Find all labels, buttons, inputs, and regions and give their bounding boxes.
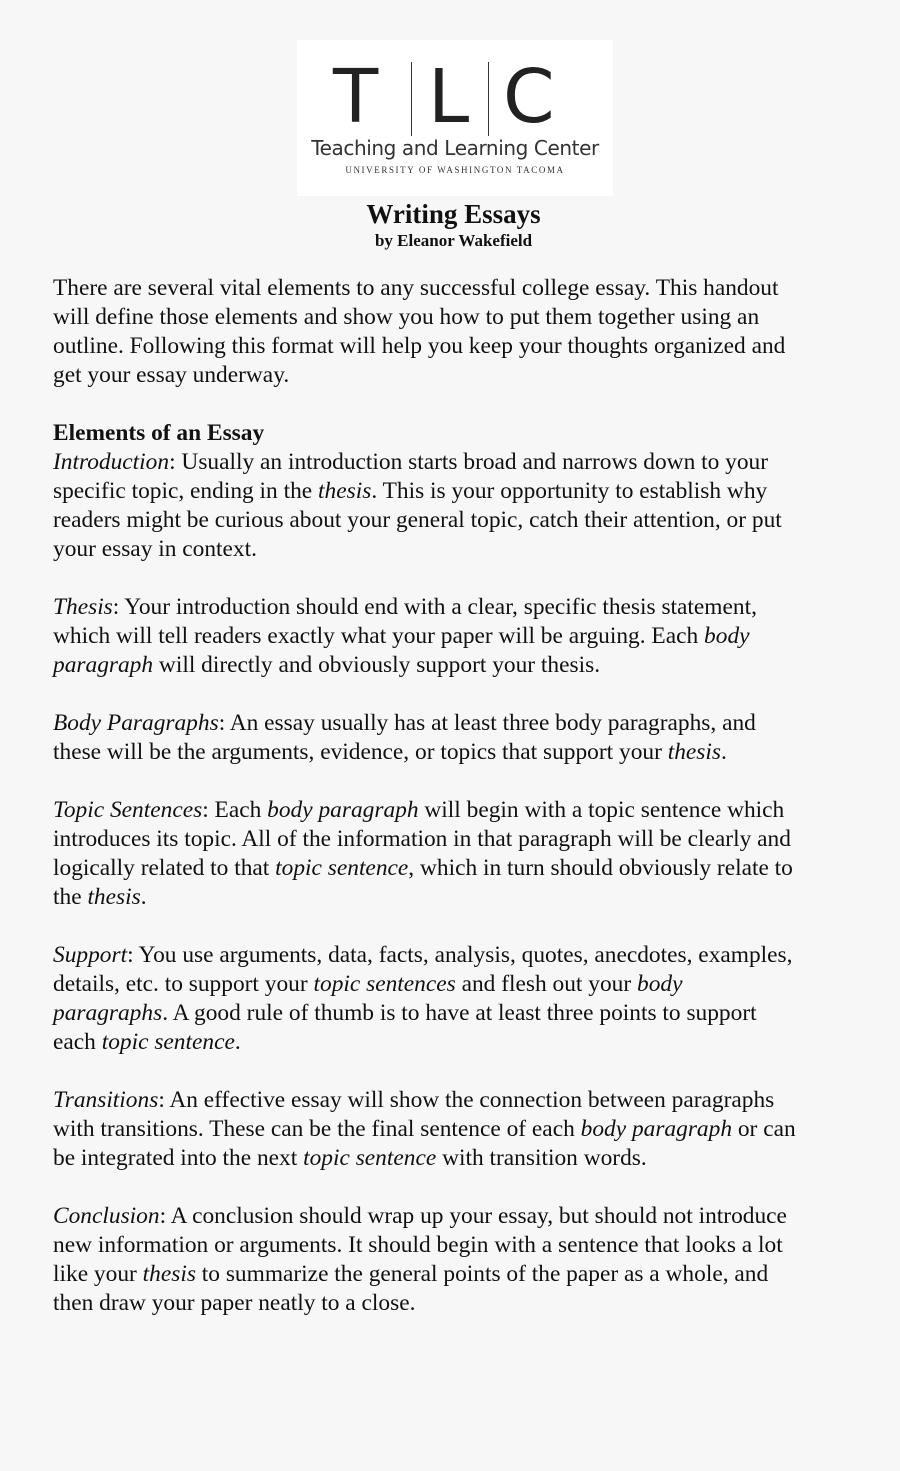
- text-line: get your essay underway.: [53, 362, 290, 388]
- text-line: these will be the arguments, evidence, or topics that support your thesis.: [53, 739, 727, 765]
- text-line: each topic sentence.: [53, 1029, 241, 1055]
- logo-divider: [411, 62, 412, 136]
- text-line: will define those elements and show you how to put them together using an: [53, 304, 760, 330]
- text-line: paragraphs. A good rule of thumb is to have at least three points to support: [53, 1000, 757, 1026]
- term: Topic Sentences: [53, 797, 203, 823]
- element-support: [53, 941, 863, 1057]
- text-line: outline. Following this format will help you keep your thoughts organized and: [53, 333, 786, 359]
- text-line: Thesis: Your introduction should end with a clear, specific thesis statement,: [53, 594, 757, 620]
- text-line: Transitions: An effective essay will show the connection between paragraphs: [53, 1087, 775, 1113]
- element-introduction: [53, 419, 863, 564]
- text-line: with transitions. These can be the final sentence of each body paragraph or can: [53, 1116, 796, 1142]
- text-line: new information or arguments. It should begin with a sentence that looks a lot: [53, 1232, 783, 1258]
- term: Support: [53, 942, 128, 968]
- term: Body Paragraphs: [53, 710, 219, 736]
- text-line: Introduction: Usually an introduction starts broad and narrows down to your: [53, 449, 769, 475]
- text-line: logically related to that topic sentence, which in turn should obviously relate to: [53, 855, 793, 881]
- intro-paragraph: [53, 274, 863, 390]
- logo-letters: [297, 54, 613, 140]
- text-line: Conclusion: A conclusion should wrap up your essay, but should not introduce: [53, 1203, 787, 1229]
- text-line: introduces its topic. All of the information in that paragraph will be clearly and: [53, 826, 791, 852]
- term: Conclusion: [53, 1203, 160, 1229]
- text-line: the thesis.: [53, 884, 147, 910]
- text-line: details, etc. to support your topic sentences and flesh out your body: [53, 971, 683, 997]
- term: Transitions: [53, 1087, 159, 1113]
- tlc-logo: [297, 40, 613, 196]
- logo-divider: [488, 62, 489, 136]
- text-line: then draw your paper neatly to a close.: [53, 1290, 416, 1316]
- element-body-paragraphs: [53, 709, 863, 767]
- logo-university-name: UNIVERSITY OF WASHINGTON TACOMA: [345, 165, 565, 175]
- text-line: Support: You use arguments, data, facts, analysis, quotes, anecdotes, examples,: [53, 942, 793, 968]
- term: Thesis: [53, 594, 113, 620]
- logo-letter-l: L: [428, 54, 470, 140]
- text-line: which will tell readers exactly what your paper will be arguing. Each body: [53, 623, 750, 649]
- document-title: Writing Essays: [366, 199, 541, 229]
- text-line: There are several vital elements to any successful college essay. This handout: [53, 275, 779, 301]
- element-conclusion: [53, 1202, 863, 1318]
- element-topic-sentences: [53, 796, 863, 912]
- section-heading: Elements of an Essay: [53, 420, 265, 446]
- text-line: readers might be curious about your general topic, catch their attention, or put: [53, 507, 782, 533]
- document-body: [53, 274, 863, 1347]
- text-line: be integrated into the next topic sentence with transition words.: [53, 1145, 647, 1171]
- term: Introduction: [53, 449, 170, 475]
- text-line: paragraph will directly and obviously support your thesis.: [53, 652, 601, 678]
- text-line: your essay in context.: [53, 536, 257, 562]
- logo-center-name: Teaching and Learning Center: [311, 136, 599, 160]
- element-transitions: [53, 1086, 863, 1173]
- element-thesis: [53, 593, 863, 680]
- text-line: Topic Sentences: Each body paragraph will begin with a topic sentence which: [53, 797, 785, 823]
- text-line: specific topic, ending in the thesis. This is your opportunity to establish why: [53, 478, 768, 504]
- logo-letter-c: C: [503, 54, 555, 140]
- text-line: Body Paragraphs: An essay usually has at least three body paragraphs, and: [53, 710, 756, 736]
- text-line: like your thesis to summarize the general points of the paper as a whole, and: [53, 1261, 769, 1287]
- document-byline: by Eleanor Wakefield: [374, 231, 533, 250]
- logo-letter-t: T: [333, 54, 379, 140]
